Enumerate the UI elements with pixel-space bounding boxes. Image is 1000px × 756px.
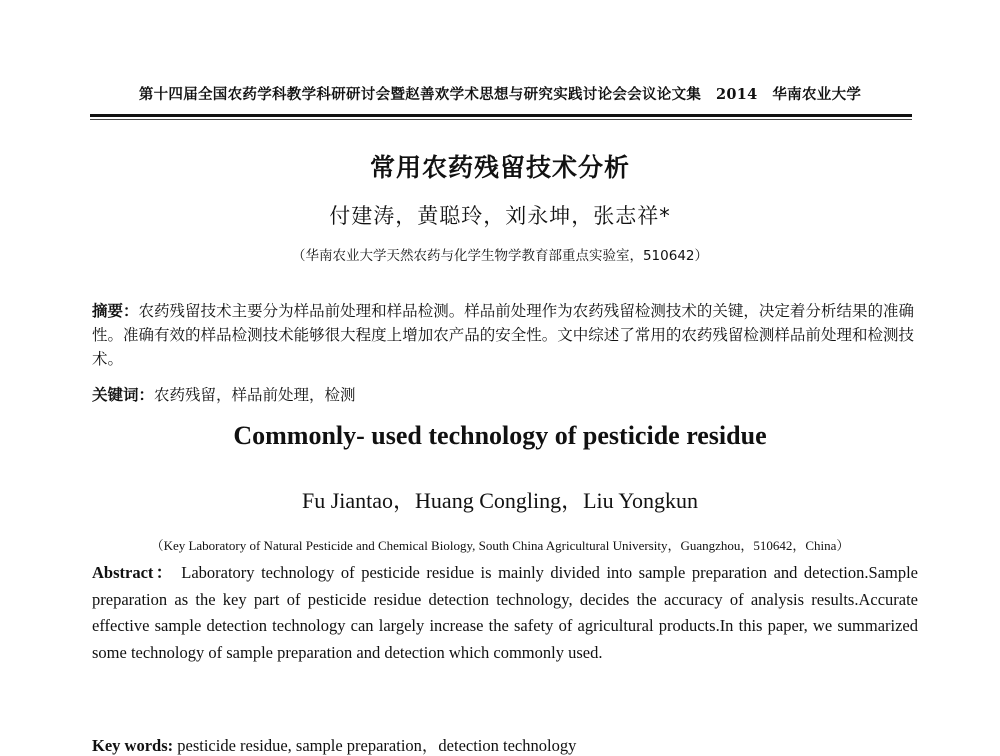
english-keywords xyxy=(92,736,918,756)
chinese-keywords xyxy=(92,384,914,406)
header-rule-thin xyxy=(90,119,912,120)
english-abstract-label: Abstract： xyxy=(92,563,175,582)
english-title: Commonly- used technology of pesticide residue xyxy=(233,421,767,450)
chinese-abstract-label: 摘要： xyxy=(92,302,139,320)
chinese-title: 常用农药残留技术分析 xyxy=(369,153,630,182)
chinese-keywords-label: 关键词： xyxy=(92,386,155,404)
english-authors: Fu Jiantao，Huang Congling，Liu Yongkun xyxy=(301,488,699,513)
chinese-keywords-text: 农药残留，样品前处理，检测 xyxy=(154,386,356,404)
english-keywords-text: pesticide residue, sample preparation，detection technology xyxy=(177,736,577,755)
chinese-affiliation: （华南农业大学天然农药与化学生物学教育部重点实验室，510642） xyxy=(291,248,709,264)
running-header: 第十四届全国农药学科教学科研研讨会暨赵善欢学术思想与研究实践讨论会会议论文集 2014 华南农业大学 xyxy=(138,86,862,103)
header-rule-thick xyxy=(90,114,912,117)
chinese-authors: 付建涛，黄聪玲，刘永坤，张志祥* xyxy=(329,204,671,228)
english-abstract xyxy=(92,560,918,666)
english-affiliation: （Key Laboratory of Natural Pesticide and Chemical Biology, South China Agricultural University，Guangzhou，510642，China） xyxy=(150,538,850,553)
chinese-abstract-text: 农药残留技术主要分为样品前处理和样品检测。样品前处理作为农药残留检测技术的关键，决定着分析结果的准确性。准确有效的样品检测技术能够很大程度上增加农产品的安全性。文中综述了常用的农药残留检测样品前处理和检测技术。 xyxy=(92,302,914,368)
english-abstract-text: Laboratory technology of pesticide residue is mainly divided into sample preparation and detection.Sample preparation as the key part of pesticide residue detection technology, decides the accuracy of analysis results.Accurate effective sample detection technology can largely increase the safety of agricultural products.In this paper, we summarized some technology of sample preparation and detection which commonly used. xyxy=(92,563,919,662)
english-keywords-label: Key words: xyxy=(92,736,174,755)
chinese-abstract xyxy=(92,299,914,371)
